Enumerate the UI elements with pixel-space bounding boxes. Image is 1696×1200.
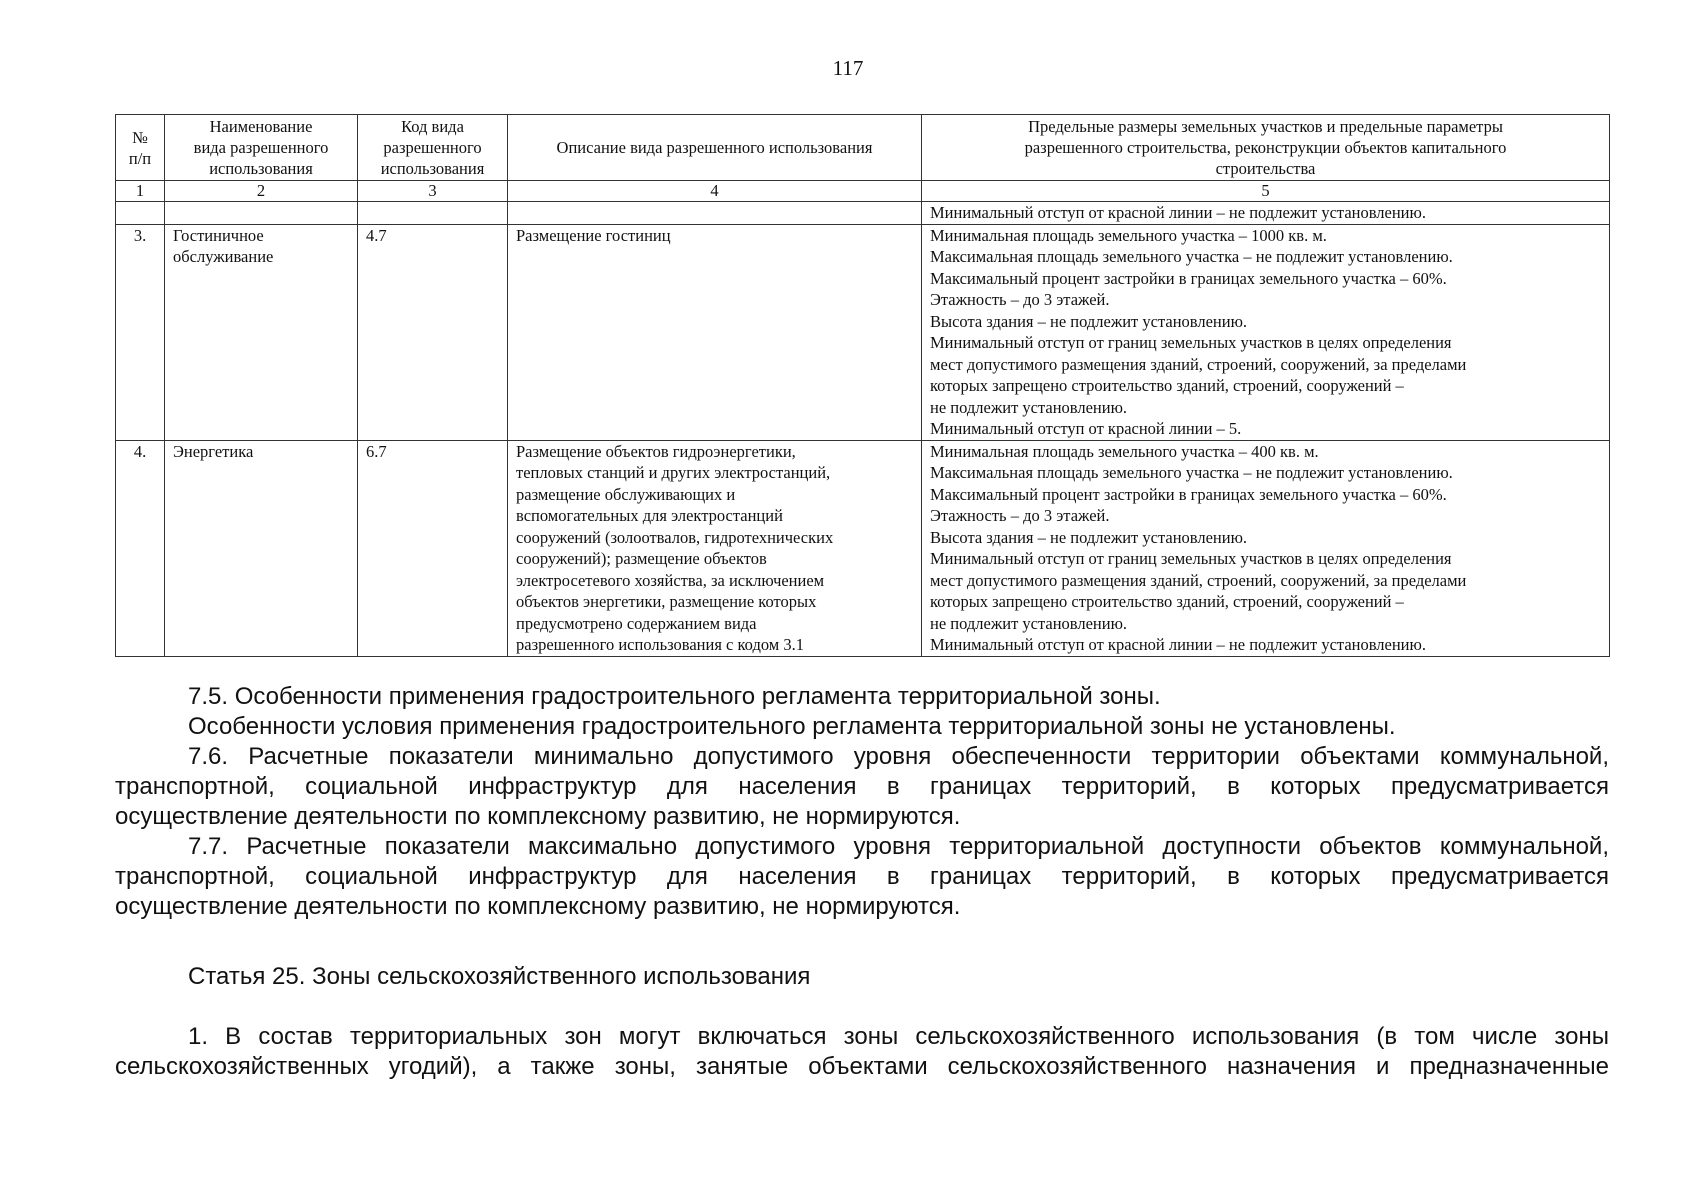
article-25-paragraph-1 (115, 1022, 1609, 1082)
paragraph-7-7-line: 7.7. Расчетные показатели максимально допустимого уровня территориальной доступности объектов коммунальной, (188, 833, 1609, 860)
cell-num: 3. (116, 224, 165, 440)
cell-empty (165, 202, 358, 225)
article-25-title-block (115, 962, 1609, 992)
paragraph-1-line: сельскохозяйственных угодий), а также зоны, занятые объектами сельскохозяйственного назначения и предназначенные (115, 1053, 1609, 1080)
paragraph-7-5-body: Особенности условия применения градостроительного регламента территориальной зоны не установлены. (188, 713, 1396, 740)
column-number: 4 (508, 181, 922, 202)
cell-empty (508, 202, 922, 225)
column-number: 2 (165, 181, 358, 202)
paragraph-7-5-title: 7.5. Особенности применения градостроительного регламента территориальной зоны. (188, 683, 1161, 710)
column-number: 3 (358, 181, 508, 202)
header-use-code: Код вида разрешенного использования (358, 115, 508, 181)
cell-description: Размещение объектов гидроэнергетики, тепловых станций и других электростанций, размещение обслуживающих и вспомогательных для электростанций сооружений (золоотвалов, гидротехнических сооружений); размещение объектов электросетевого хозяйства, за исключением объектов энергетики, размещение которых предусмотрено содержанием вида разрешенного использования с кодом 3.1 (508, 440, 922, 656)
paragraph-7-6-line: осуществление деятельности по комплексному развитию, не нормируются. (115, 803, 961, 830)
cell-use-code: 4.7 (358, 224, 508, 440)
cell-params: Минимальная площадь земельного участка – 400 кв. м. Максимальная площадь земельного участка – не подлежит установлению. Максимальный процент застройки в границах земельного участка – 60%. Этажность – до 3 этажей. Высота здания – не подлежит установлению. Минимальный отступ от границ земельных участков в целях определения мест допустимого размещения зданий, строений, сооружений, за пределами которых запрещено строительство зданий, строений, сооружений – не подлежит установлению. Минимальный отступ от красной линии – не подлежит установлению. (922, 440, 1610, 656)
page-number: 117 (832, 56, 864, 80)
section-7-text (115, 682, 1609, 922)
cell-use-name: Гостиничное обслуживание (165, 224, 358, 440)
header-parameters: Предельные размеры земельных участков и предельные параметры разрешенного строительства, реконструкции объектов капитального строительства (922, 115, 1610, 181)
paragraph-7-7-line: осуществление деятельности по комплексному развитию, не нормируются. (115, 893, 961, 920)
table-header-row (116, 115, 1610, 181)
column-number-row (116, 181, 1610, 202)
paragraph-7-6-line: транспортной, социальной инфраструктур для населения в границах территорий, в которых предусматривается (115, 773, 1609, 800)
column-number: 5 (922, 181, 1610, 202)
table-row (116, 224, 1610, 440)
paragraph-7-7-line: транспортной, социальной инфраструктур для населения в границах территорий, в которых предусматривается (115, 863, 1609, 890)
cell-params: Минимальная площадь земельного участка – 1000 кв. м. Максимальная площадь земельного участка – не подлежит установлению. Максимальный процент застройки в границах земельного участка – 60%. Этажность – до 3 этажей. Высота здания – не подлежит установлению. Минимальный отступ от границ земельных участков в целях определения мест допустимого размещения зданий, строений, сооружений, за пределами которых запрещено строительство зданий, строений, сооружений – не подлежит установлению. Минимальный отступ от красной линии – 5. (922, 224, 1610, 440)
cell-empty (358, 202, 508, 225)
header-description: Описание вида разрешенного использования (508, 115, 922, 181)
cell-params: Минимальный отступ от красной линии – не подлежит установлению. (922, 202, 1610, 225)
paragraph-7-6-line: 7.6. Расчетные показатели минимально допустимого уровня обеспеченности территории объектами коммунальной, (188, 743, 1609, 770)
table-row-continuation (116, 202, 1610, 225)
cell-use-code: 6.7 (358, 440, 508, 656)
paragraph-1-line: 1. В состав территориальных зон могут включаться зоны сельскохозяйственного использования (в том числе зоны (188, 1023, 1609, 1050)
article-title: Статья 25. Зоны сельскохозяйственного использования (188, 963, 811, 990)
regulation-table (115, 114, 1610, 657)
header-use-name: Наименование вида разрешенного использования (165, 115, 358, 181)
cell-num: 4. (116, 440, 165, 656)
header-num: № п/п (116, 115, 165, 181)
cell-use-name: Энергетика (165, 440, 358, 656)
table-row (116, 440, 1610, 656)
cell-empty (116, 202, 165, 225)
column-number: 1 (116, 181, 165, 202)
cell-description: Размещение гостиниц (508, 224, 922, 440)
